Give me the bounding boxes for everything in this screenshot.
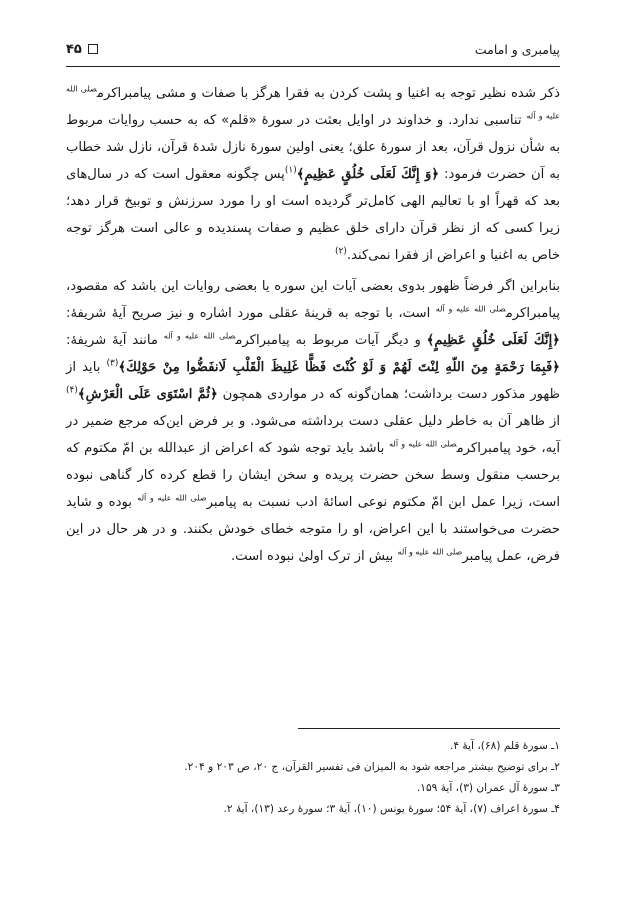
paragraph: [66, 273, 560, 570]
text-run: است، با توجه به قرینهٔ عقلی مورد اشاره و نیز صریح آیهٔ شریفهٔ:: [66, 306, 436, 321]
body-text: [66, 80, 560, 570]
footnote: ۴ـ سورهٔ اعراف (۷)، آیهٔ ۵۴؛ سورهٔ یونس (۱۰)، آیهٔ ۳؛ سورهٔ رعد (۱۳)، آیهٔ ۲.: [223, 803, 560, 815]
text-run: تناسبی ندارد. و خداوند در اوایل بعثت در سورهٔ «قلم» که به حسب روایات مربوط به شأن نزول قرآن، بعد از سورهٔ علق؛ یعنی اولین سورهٔ نازل شدهٔ قرآن، نازل شد خطاب به آن حضرت فرمود:: [66, 113, 560, 182]
text-run: باشد باید توجه شود که اعراض از عبدالله بن امّ مکتوم که برحسب منقول وسط سخن حضرت پریده و سخن ایشان را قطع کرده کار گناهی نبوده است، زیرا عمل ابن امّ مکتوم نوعی اسائهٔ ادب نسبت به پیامبر: [66, 441, 560, 510]
text-run: از ظاهر آن به خاطر دلیل عقلی دست برداشته می‌شود. و بر فرض این‌که مرجع ضمیر در آیه، خود پیامبراکرم: [66, 414, 561, 456]
honorific-mark: صلی الله علیه و آله: [66, 84, 560, 121]
footnote: ۲ـ برای توضیح بیشتر مراجعه شود به المیزان فی تفسیر القرآن، ج ۲۰، ص ۲۰۳ و ۲۰۴.: [184, 761, 560, 773]
text-run: بوده و شاید حضرت می‌خواستند با این اعراض، او را متوجه خطای خودش بکنند. و در هر حال در این فرض، عمل پیامبر: [66, 495, 560, 564]
honorific-mark: صلی الله علیه و آله: [137, 493, 207, 503]
text-run: باید از ظهور مذکور دست برداشت؛ همان‌گونه که در مواردی همچون: [66, 360, 560, 402]
paragraph: [66, 80, 560, 269]
footnote-ref: (۴): [66, 385, 78, 396]
text-run: پس چگونه معقول است که در سال‌های بعد که قهراً او با تعالیم الهی کامل‌تر گردیده است او را مورد سرزنش و توبیخ قرار دهد؛ زیرا کسی که از نظر قرآن دارای خلق عظیم و صفات پسندیده و عالی است هرگز توجه خاص به اغنیا و اعراض از فقرا نمی‌کند.: [66, 167, 560, 263]
honorific-mark: صلی الله علیه و آله: [389, 439, 457, 449]
footnote-ref: (۱): [284, 165, 297, 176]
page-number: ۴۵: [66, 41, 82, 57]
text-run: ذکر شده نظیر توجه به اغنیا و پشت کردن به فقرا هرگز با صفات و مشی پیامبراکرم: [96, 86, 561, 101]
honorific-mark: صلی الله علیه و آله: [397, 547, 463, 557]
square-bullet-icon: [88, 44, 98, 54]
text-run: مانند آیهٔ شریفهٔ:: [66, 333, 164, 348]
footnotes: [66, 736, 560, 820]
footnote-ref: (۲): [335, 246, 347, 257]
footnote-ref: (۳): [106, 358, 119, 369]
quran-verse: ﴿فَبِمَا رَحْمَةٍ مِنَ اللّهِ لِنْتَ لَهُمْ وَ لَوْ كُنْتَ فَظًّا غَلِيظَ الْقَلْبِ لَانفَضُّوا مِنْ حَوْلِكَ﴾: [118, 360, 561, 375]
text-run: بیش از ترک اولیٰ نبوده است.: [230, 549, 398, 564]
honorific-mark: صلی الله علیه و آله: [163, 331, 236, 341]
running-title: پیامبری و امامت: [474, 41, 560, 57]
quran-verse: ﴿وَ إِنَّكَ لَعَلَى خُلُقٍ عَظِيمٍ﴾: [296, 167, 440, 182]
header-divider: [66, 66, 560, 67]
honorific-mark: صلی الله علیه و آله: [435, 304, 506, 314]
quran-verse: ﴿إِنَّكَ لَعَلَى خُلُقٍ عَظِيمٍ﴾: [426, 333, 560, 348]
text-run: و دیگر آیات مربوط به پیامبراکرم: [235, 333, 427, 348]
footnote: ۱ـ سورهٔ قلم (۶۸)، آیهٔ ۴.: [449, 740, 560, 752]
page-header: [66, 38, 560, 60]
book-page: [66, 0, 560, 899]
page-number-block: [66, 42, 98, 57]
footnote-divider: [298, 728, 560, 729]
quran-verse: ﴿ثُمَّ اسْتَوَى عَلَى الْعَرْشِ﴾: [77, 387, 218, 402]
footnote: ۳ـ سورهٔ آل عمران (۳)، آیهٔ ۱۵۹.: [416, 782, 560, 794]
text-run: بنابراین اگر فرضاً ظهور بدوی بعضی آیات این سوره یا بعضی روایات این باشد که مقصود، پیامبراکرم: [66, 279, 560, 321]
